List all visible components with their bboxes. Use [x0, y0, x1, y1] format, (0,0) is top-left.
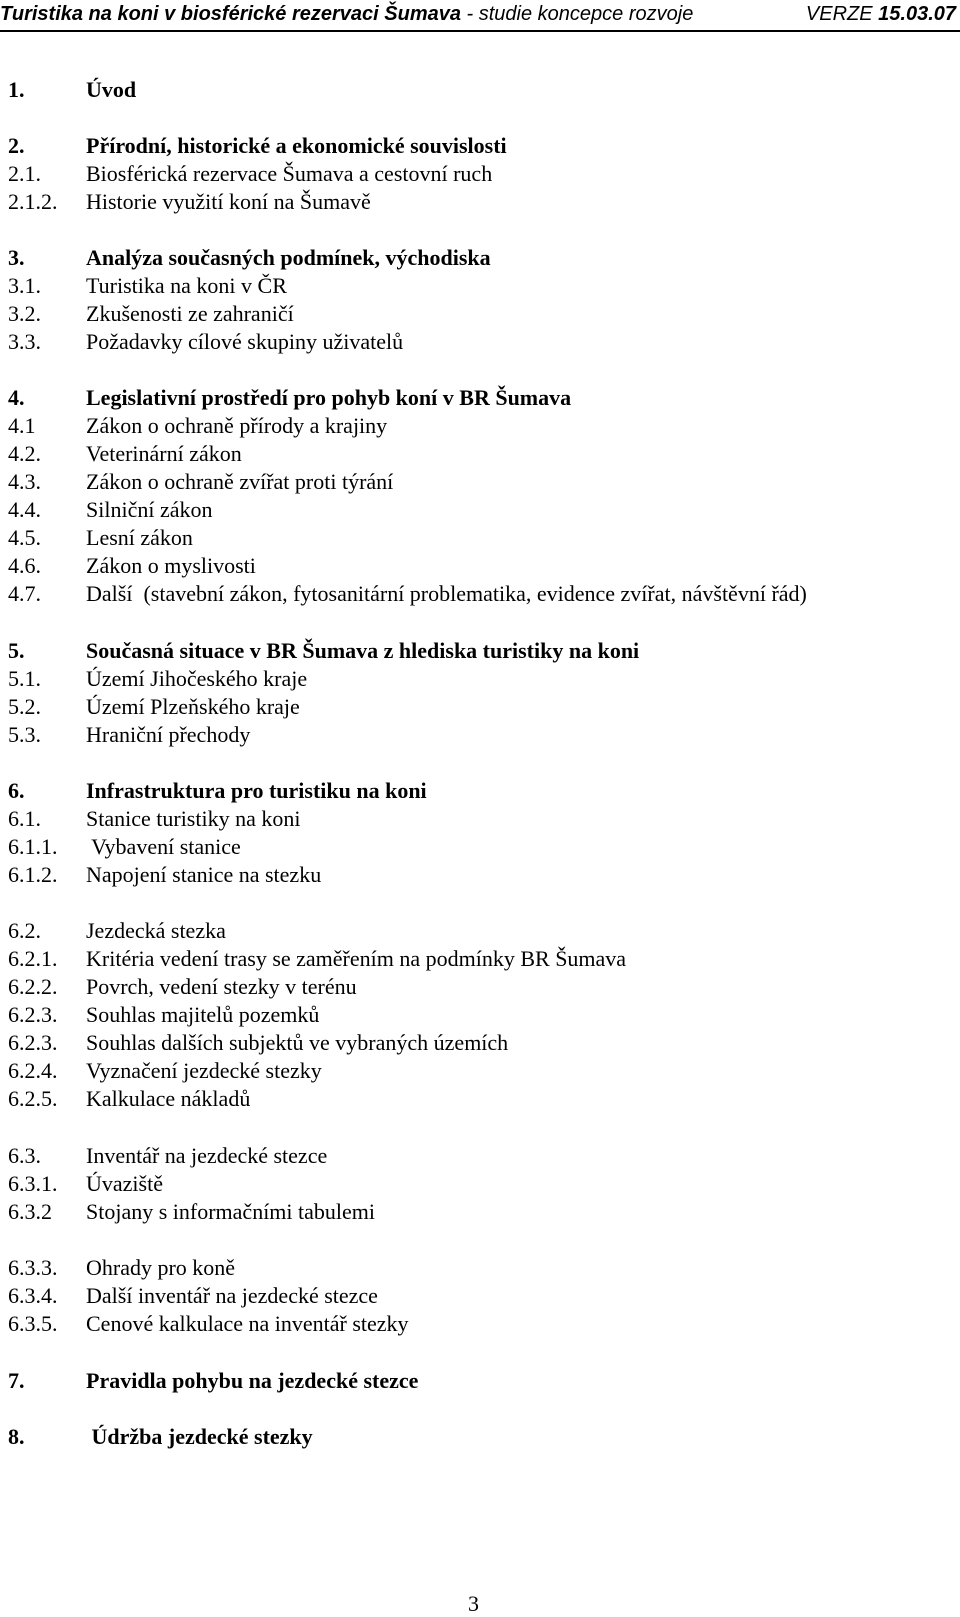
toc-item-title: Stanice turistiky na koni: [86, 806, 301, 831]
toc-item-title: Zákon o ochraně zvířat proti týrání: [86, 469, 394, 494]
toc-item-number: 6.2.: [8, 918, 41, 943]
toc-item-title: Vybavení stanice: [86, 834, 241, 859]
toc-item-number: 4.4.: [8, 497, 41, 522]
page-number: 3: [468, 1591, 479, 1616]
toc-item-title: Jezdecká stezka: [86, 918, 226, 943]
toc-item-number: 6.2.2.: [8, 974, 58, 999]
toc-item-title: Inventář na jezdecké stezce: [86, 1143, 328, 1168]
toc-item-title: Napojení stanice na stezku: [86, 862, 322, 887]
toc-item-number: 5.2.: [8, 694, 41, 719]
toc-item-number: 6.2.3.: [8, 1002, 58, 1027]
toc-item-number: 6.1.: [8, 806, 41, 831]
toc-item-number: 3.2.: [8, 301, 41, 326]
toc-item-title: Legislativní prostředí pro pohyb koní v BR Šumava: [86, 385, 572, 410]
toc-item-number: 6.3.2: [8, 1199, 52, 1224]
toc-item-number: 5.1.: [8, 666, 41, 691]
toc-item-number: 4.7.: [8, 581, 41, 606]
toc-item-number: 6.2.1.: [8, 946, 58, 971]
toc-item-title: Území Plzeňského kraje: [86, 694, 300, 719]
toc-item-title: Historie využití koní na Šumavě: [86, 189, 371, 214]
toc-item-number: 6.3.1.: [8, 1171, 58, 1196]
toc-item-title: Souhlas majitelů pozemků: [86, 1002, 320, 1027]
toc-item-title: Stojany s informačními tabulemi: [86, 1199, 376, 1224]
toc-item-number: 4.3.: [8, 469, 41, 494]
version-prefix: VERZE: [805, 3, 879, 25]
toc-item-title: Pravidla pohybu na jezdecké stezce: [86, 1368, 419, 1393]
toc-item-title: Vyznačení jezdecké stezky: [86, 1058, 322, 1083]
toc-item-number: 6.2.4.: [8, 1058, 58, 1083]
toc-item-title: Biosférická rezervace Šumava a cestovní ruch: [86, 161, 493, 186]
toc-item-title: Úvaziště: [86, 1171, 163, 1196]
toc-item-title: Zákon o myslivosti: [86, 553, 256, 578]
toc-item-number: 3.1.: [8, 273, 41, 298]
toc-item-number: 2.1.: [8, 161, 41, 186]
toc-item-title: Veterinární zákon: [86, 441, 242, 466]
toc-item-title: Infrastruktura pro turistiku na koni: [86, 778, 427, 803]
toc-item-title: Zkušenosti ze zahraničí: [86, 301, 294, 326]
toc-item-title: Území Jihočeského kraje: [86, 666, 308, 691]
toc-item-title: Úvod: [86, 77, 137, 102]
toc-item-number: 6.1.2.: [8, 862, 58, 887]
toc-item-title: Povrch, vedení stezky v terénu: [86, 974, 357, 999]
toc-item-title: Cenové kalkulace na inventář stezky: [86, 1311, 409, 1336]
toc-item-number: 6.1.1.: [8, 834, 58, 859]
toc-item-number: 1.: [8, 77, 25, 102]
toc-item-title: Lesní zákon: [86, 525, 193, 550]
toc-item-title: Ohrady pro koně: [86, 1255, 236, 1280]
toc-item-title: Hraniční přechody: [86, 722, 251, 747]
document-title-subtitle: - studie koncepce rozvoje: [460, 3, 694, 25]
toc-item-number: 6.2.5.: [8, 1086, 58, 1111]
toc-item-number: 4.1: [8, 413, 36, 438]
toc-item-number: 3.: [8, 245, 25, 270]
toc-item-title: Silniční zákon: [86, 497, 213, 522]
toc-item-title: Souhlas dalších subjektů ve vybraných územích: [86, 1030, 509, 1055]
toc-item-number: 6.3.3.: [8, 1255, 58, 1280]
toc-item-title: Údržba jezdecké stezky: [86, 1424, 313, 1449]
toc-item-title: Další (stavební zákon, fytosanitární problematika, evidence zvířat, návštěvní řád): [86, 581, 807, 606]
toc-item-number: 2.: [8, 133, 25, 158]
toc-item-number: 4.2.: [8, 441, 41, 466]
toc-item-title: Zákon o ochraně přírody a krajiny: [86, 413, 388, 438]
toc-item-number: 6.2.3.: [8, 1030, 58, 1055]
toc-item-number: 5.3.: [8, 722, 41, 747]
document-version: [806, 3, 956, 26]
toc-item-title: Analýza současných podmínek, východiska: [86, 245, 491, 270]
toc-item-number: 4.6.: [8, 553, 41, 578]
toc-item-title: Požadavky cílové skupiny uživatelů: [86, 329, 404, 354]
page-header: [0, 0, 960, 32]
toc-item-title: Turistika na koni v ČR: [86, 273, 287, 298]
toc-item-number: 3.3.: [8, 329, 41, 354]
toc-item-number: 2.1.2.: [8, 189, 58, 214]
version-date: 15.03.07: [878, 3, 956, 25]
toc-item-title: Další inventář na jezdecké stezce: [86, 1283, 378, 1308]
toc-item-number: 8.: [8, 1424, 25, 1449]
toc-item-number: 4.5.: [8, 525, 41, 550]
toc-item-title: Kalkulace nákladů: [86, 1086, 251, 1111]
toc-item-title: Současná situace v BR Šumava z hlediska turistiky na koni: [86, 638, 640, 663]
document-title: [0, 3, 693, 26]
toc-item-title: Přírodní, historické a ekonomické souvislosti: [86, 133, 507, 158]
toc-item-number: 6.: [8, 778, 25, 803]
document-title-main: Turistika na koni v biosférické rezervaci Šumava: [0, 3, 461, 25]
toc-item-title: Kritéria vedení trasy se zaměřením na podmínky BR Šumava: [86, 946, 627, 971]
toc-item-number: 6.3.4.: [8, 1283, 58, 1308]
toc-item-number: 4.: [8, 385, 25, 410]
toc-item-number: 5.: [8, 638, 25, 663]
toc-item-number: 6.3.5.: [8, 1311, 58, 1336]
toc-item-number: 7.: [8, 1368, 25, 1393]
toc-item-number: 6.3.: [8, 1143, 41, 1168]
